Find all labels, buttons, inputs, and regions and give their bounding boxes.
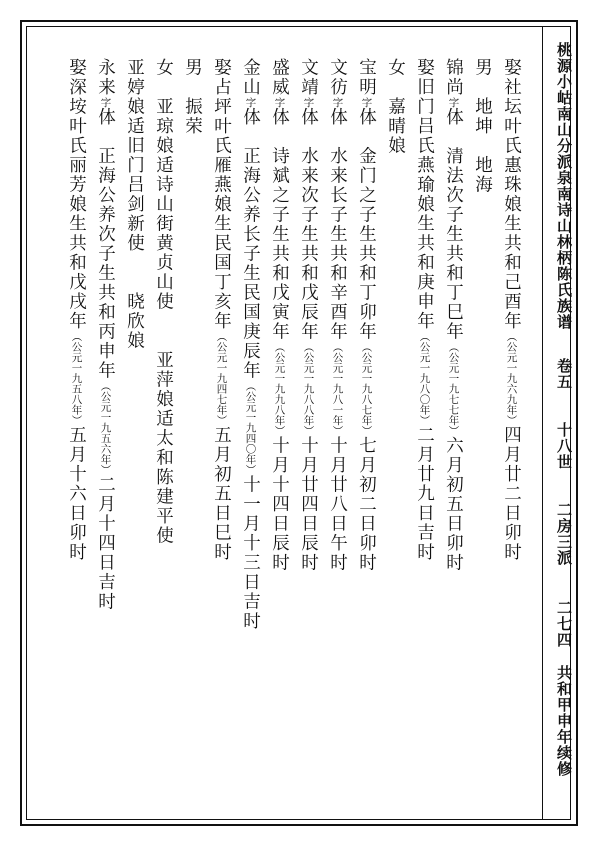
record-text: 七月初二日卯时 xyxy=(356,436,377,573)
record-text: 五月十六日卯时 xyxy=(66,425,87,562)
record-column-10 xyxy=(241,58,259,631)
record-text: 六月初五日卯时 xyxy=(443,436,464,573)
record-text: 体 清法次子生共和丁巳年 xyxy=(443,107,464,342)
annotation-small-text: 字 xyxy=(273,97,286,108)
annotation-small-text: （公元一九八七年） xyxy=(360,341,373,436)
record-text: 娶深垵叶氏丽芳娘生共和戊戌年 xyxy=(66,58,87,331)
record-text: 宝明 xyxy=(356,58,377,97)
record-column-12 xyxy=(183,58,201,136)
annotation-small-text: （公元一九五八年） xyxy=(70,331,83,426)
record-text: 文彷 xyxy=(327,58,348,97)
record-column-7 xyxy=(328,58,346,573)
annotation-small-text: 字 xyxy=(331,97,344,108)
record-text: 金山 xyxy=(240,58,261,97)
record-column-15 xyxy=(96,58,114,612)
record-text: 十月十四日辰时 xyxy=(269,436,290,573)
annotation-small-text: （公元一九八八年） xyxy=(302,341,315,436)
header-branch: 二房三派 xyxy=(555,502,573,566)
record-text: 体 正海公养次子生共和丙申年 xyxy=(95,107,116,381)
annotation-small-text: （公元一九八〇年） xyxy=(418,331,431,426)
record-column-16 xyxy=(67,58,85,562)
record-column-8 xyxy=(299,58,317,573)
annotation-small-text: 字 xyxy=(360,97,373,108)
record-column-11 xyxy=(212,58,230,562)
record-column-6 xyxy=(357,58,375,573)
record-text: 体 金门之子生共和丁卯年 xyxy=(356,107,377,342)
record-text: 男 地坤 地海 xyxy=(472,58,493,195)
annotation-small-text: （公元一九六九年） xyxy=(505,331,518,426)
record-text: 娶旧门吕氏燕瑜娘生共和庚申年 xyxy=(414,58,435,331)
record-column-1 xyxy=(502,58,520,562)
record-column-13 xyxy=(154,58,172,546)
annotation-small-text: （公元一九四〇年） xyxy=(244,380,257,475)
record-text: 娶社坛叶氏惠珠娘生共和己酉年 xyxy=(501,58,522,331)
record-text: 娶占坪叶氏雁燕娘生民国丁亥年 xyxy=(211,58,232,331)
annotation-small-text: （公元一九七七年） xyxy=(447,341,460,436)
header-edition: 共和甲申年续修 xyxy=(555,665,573,777)
record-text: 男 振荣 xyxy=(182,58,203,136)
header-page-number: 二七四 xyxy=(555,600,573,648)
annotation-small-text: 字 xyxy=(99,97,112,108)
header-title: 桃源小岵南山分派泉南诗山林柄陈氏族谱 xyxy=(555,42,573,330)
record-text: 女 亚琼娘适诗山街黄贞山使 亚萍娘适太和陈建平使 xyxy=(153,58,174,546)
annotation-small-text: （公元一九五六年） xyxy=(99,380,112,475)
record-text: 盛威 xyxy=(269,58,290,97)
record-column-4 xyxy=(415,58,433,562)
record-text: 四月廿二日卯时 xyxy=(501,425,522,562)
annotation-small-text: （公元一九九八年） xyxy=(273,341,286,436)
record-text: 文靖 xyxy=(298,58,319,97)
annotation-small-text: （公元一九四七年） xyxy=(215,331,228,426)
record-column-9 xyxy=(270,58,288,573)
header-divider-line xyxy=(542,26,543,820)
header-volume: 卷五 xyxy=(555,358,573,390)
annotation-small-text: 字 xyxy=(302,97,315,108)
record-text: 体 水来长子生共和辛酉年 xyxy=(327,107,348,342)
record-text: 十月廿四日辰时 xyxy=(298,436,319,573)
record-text: 五月初五日巳时 xyxy=(211,425,232,562)
record-text: 锦尚 xyxy=(443,58,464,97)
record-column-2 xyxy=(473,58,491,195)
record-text: 体 正海公养长子生民国庚辰年 xyxy=(240,107,261,381)
annotation-small-text: 字 xyxy=(447,97,460,108)
record-column-5 xyxy=(386,58,404,156)
record-text: 十月廿八日午时 xyxy=(327,436,348,573)
record-text: 女 嘉晴娘 xyxy=(385,58,406,156)
record-text: 十一月十三日吉时 xyxy=(240,475,261,631)
record-column-3 xyxy=(444,58,462,573)
record-text: 二月廿九日吉时 xyxy=(414,425,435,562)
record-text: 二月十四日吉时 xyxy=(95,475,116,612)
header-generation: 十八世 xyxy=(555,422,573,470)
record-text: 体 水来次子生共和戊辰年 xyxy=(298,107,319,342)
record-text: 体 诗斌之子生共和戊寅年 xyxy=(269,107,290,342)
record-text: 亚婷娘适旧门吕剑新使 晓欣娘 xyxy=(124,58,145,351)
record-text: 永来 xyxy=(95,58,116,97)
annotation-small-text: 字 xyxy=(244,97,257,108)
annotation-small-text: （公元一九八一年） xyxy=(331,341,344,436)
record-column-14 xyxy=(125,58,143,351)
